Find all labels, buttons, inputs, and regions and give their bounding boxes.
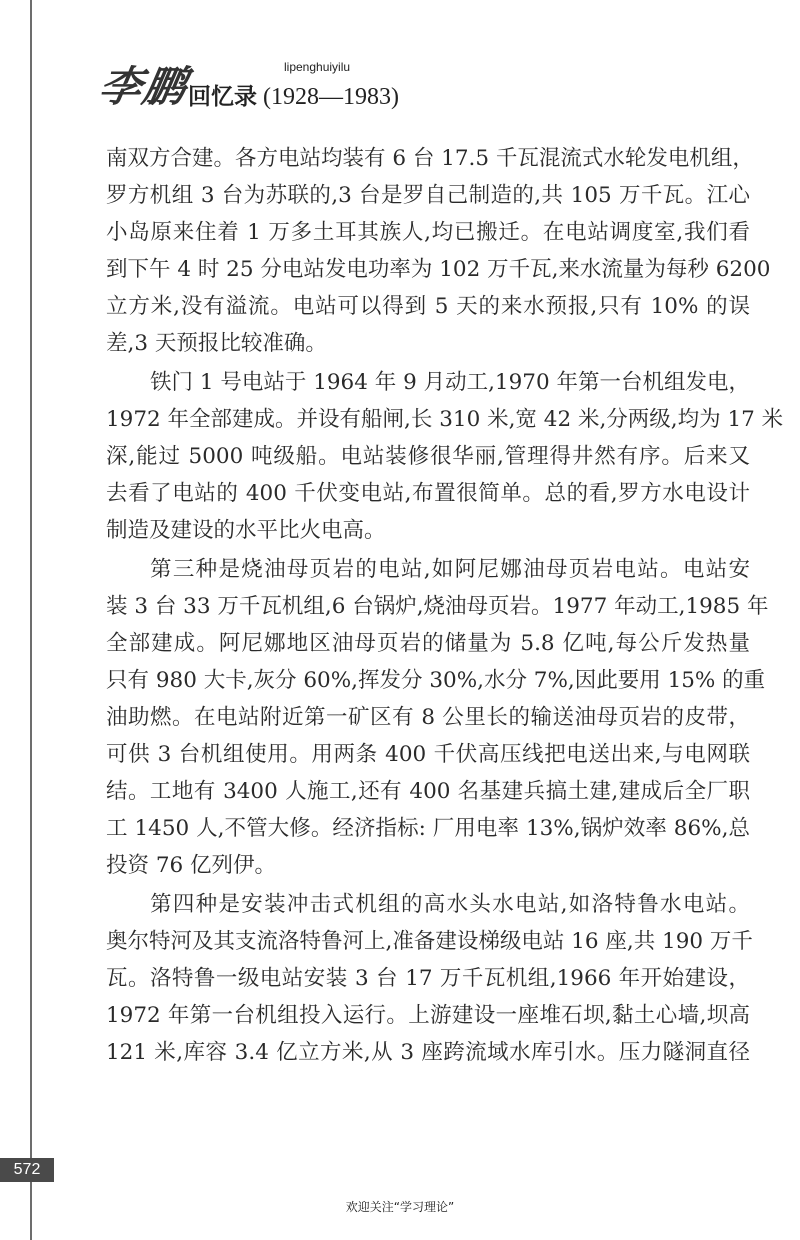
text-line: 全部建成。阿尼娜地区油母页岩的储量为 5.8 亿吨,每公斤发热量 — [106, 631, 750, 656]
text-line: 1972 年全部建成。并设有船闸,长 310 米,宽 42 米,分两级,均为 17 米 — [106, 407, 784, 432]
text-line: 立方米,没有溢流。电站可以得到 5 天的来水预报,只有 10% 的误 — [106, 294, 750, 319]
text-line: 制造及建设的水平比火电高。 — [106, 518, 386, 543]
text-line: 南双方合建。各方电站均装有 6 台 17.5 千瓦混流式水轮发电机组， — [106, 146, 754, 171]
text-line: 工 1450 人,不管大修。经济指标: 厂用电率 13%,锅炉效率 86%,总 — [106, 816, 750, 841]
footer-note: 欢迎关注“学习理论” — [345, 1200, 455, 1214]
paragraph — [106, 551, 769, 884]
header-title — [188, 78, 399, 111]
calligraphy-logo: 李鹏 — [95, 62, 192, 111]
text-line: 差,3 天预报比较准确。 — [106, 331, 327, 356]
body-text — [106, 140, 784, 1071]
text-line: 121 米,库容 3.4 亿立方米,从 3 座跨流域水库引水。压力隧洞直径 — [106, 1040, 750, 1065]
text-line: 油助燃。在电站附近第一矿区有 8 公里长的输送油母页岩的皮带， — [106, 705, 750, 730]
text-line: 第三种是烧油母页岩的电站,如阿尼娜油母页岩电站。电站安 — [150, 557, 750, 582]
paragraph — [106, 364, 784, 549]
text-line: 第四种是安装冲击式机组的高水头水电站,如洛特鲁水电站。 — [150, 892, 750, 917]
text-line: 小岛原来住着 1 万多土耳其族人,均已搬迁。在电站调度室,我们看 — [106, 220, 750, 245]
running-header — [96, 50, 516, 120]
text-line: 到下午 4 时 25 分电站发电功率为 102 万千瓦,来水流量为每秒 6200 — [106, 257, 771, 282]
text-line: 只有 980 大卡,灰分 60%,挥发分 30%,水分 7%,因此要用 15% 的重 — [106, 668, 766, 693]
text-line: 罗方机组 3 台为苏联的,3 台是罗自己制造的,共 105 万千瓦。江心 — [106, 183, 750, 208]
text-line: 结。工地有 3400 人施工,还有 400 名基建兵搞土建,建成后全厂职 — [106, 779, 750, 804]
text-line: 1972 年第一台机组投入运行。上游建设一座堆石坝,黏土心墙,坝高 — [106, 1003, 750, 1028]
text-line: 去看了电站的 400 千伏变电站,布置很简单。总的看,罗方水电设计 — [106, 481, 750, 506]
text-line: 可供 3 台机组使用。用两条 400 千伏高压线把电送出来,与电网联 — [106, 742, 750, 767]
text-line: 投资 76 亿列伊。 — [106, 853, 277, 878]
paragraph — [106, 140, 771, 362]
text-line: 奥尔特河及其支流洛特鲁河上,准备建设梯级电站 16 座,共 190 万千 — [106, 929, 753, 954]
book-title: 回忆录 — [188, 84, 257, 110]
page-edge-rule — [30, 0, 32, 1240]
text-line: 瓦。洛特鲁一级电站安装 3 台 17 万千瓦机组,1966 年开始建设， — [106, 966, 750, 991]
paragraph — [106, 886, 753, 1071]
header-pinyin: lipenghuiyilu — [284, 60, 351, 74]
text-line: 装 3 台 33 万千瓦机组,6 台锅炉,烧油母页岩。1977 年动工,1985 年 — [106, 594, 769, 619]
text-line: 铁门 1 号电站于 1964 年 9 月动工,1970 年第一台机组发电， — [150, 370, 750, 395]
book-years: (1928—1983) — [263, 84, 399, 110]
page-number: 572 — [0, 1158, 54, 1182]
text-line: 深,能过 5000 吨级船。电站装修很华丽,管理得井然有序。后来又 — [106, 444, 750, 469]
